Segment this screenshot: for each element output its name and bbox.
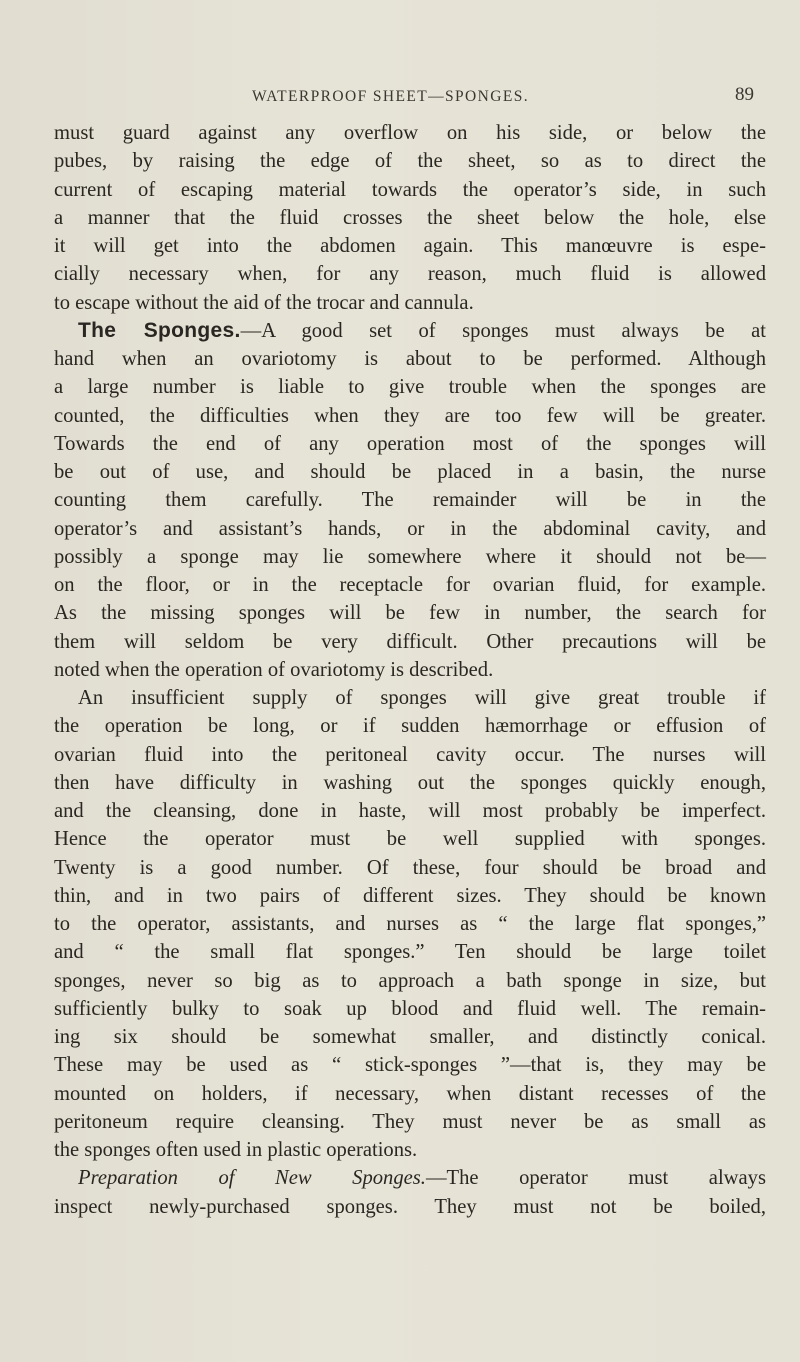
text-line: ovarian fluid into the peritoneal cavity occur. The nurses will (54, 743, 766, 766)
heading-line (54, 317, 766, 345)
text-line: sponges, never so big as to approach a bath sponge in size, but (54, 969, 766, 992)
text-line: a manner that the fluid crosses the sheet below the hole, else (54, 206, 766, 229)
text-line: then have difficulty in washing out the sponges quickly enough, (54, 771, 766, 794)
text-line: them will seldom be very difficult. Other precautions will be (54, 630, 766, 653)
text-line: to the operator, assistants, and nurses as “ the large flat sponges,” (54, 913, 766, 935)
text-line: peritoneum require cleansing. They must never be as small as (54, 1110, 766, 1133)
heading-line-rest: —The operator must always (425, 1167, 766, 1190)
text-line: mounted on holders, if necessary, when distant recesses of the (54, 1082, 766, 1105)
text-line: thin, and in two pairs of different sizes. They should be known (54, 884, 766, 907)
text-line: counting them carefully. The remainder will be in the (54, 489, 766, 512)
text-line: Twenty is a good number. Of these, four should be broad and (54, 856, 766, 879)
text-line: inspect newly-purchased sponges. They must not be boiled, (54, 1195, 766, 1218)
text-line: it will get into the abdomen again. This manœuvre is espe- (54, 235, 766, 257)
text-line: a large number is liable to give trouble when the sponges are (54, 376, 766, 399)
section-heading-preparation: Preparation of New Sponges. (78, 1167, 426, 1190)
text-line: Towards the end of any operation most of the sponges will (54, 432, 766, 455)
text-line: possibly a sponge may lie somewhere where it should not be— (54, 545, 766, 568)
page-number: 89 (735, 84, 754, 105)
text-line: cially necessary when, for any reason, much fluid is allowed (54, 263, 766, 286)
section-heading-sponges: The Sponges. (78, 318, 241, 342)
text-line: An insufficient supply of sponges will give great trouble if (78, 687, 766, 709)
text-line: the operation be long, or if sudden hæmorrhage or effusion of (54, 715, 766, 738)
text-line: current of escaping material towards the operator’s side, in such (54, 178, 766, 201)
text-line: and the cleansing, done in haste, will most probably be imperfect. (54, 800, 766, 822)
text-line: must guard against any overflow on his side, or below the (54, 122, 766, 144)
text-line: to escape without the aid of the trocar and cannula. (54, 291, 474, 314)
heading-line-rest: —A good set of sponges must always be at (240, 319, 766, 342)
text-line: pubes, by raising the edge of the sheet, so as to direct the (54, 150, 766, 173)
running-head: WATERPROOF SHEET—SPONGES. (252, 88, 530, 105)
text-line: As the missing sponges will be few in number, the search for (54, 602, 766, 625)
text-line: on the floor, or in the receptacle for ovarian fluid, for example. (54, 574, 766, 596)
text-line: These may be used as “ stick-sponges ”—that is, they may be (54, 1054, 766, 1077)
text-line: counted, the difficulties when they are too few will be greater. (54, 404, 766, 427)
text-line: hand when an ovariotomy is about to be performed. Although (54, 348, 766, 370)
text-line: be out of use, and should be placed in a basin, the nurse (54, 461, 766, 483)
text-line: sufficiently bulky to soak up blood and fluid well. The remain- (54, 997, 766, 1020)
heading-line (54, 1164, 766, 1192)
text-line: operator’s and assistant’s hands, or in the abdominal cavity, and (54, 517, 766, 540)
text-line: noted when the operation of ovariotomy is described. (54, 658, 494, 681)
body-text (54, 119, 766, 1221)
text-line: ing six should be somewhat smaller, and distinctly conical. (54, 1026, 766, 1048)
text-line: and “ the small flat sponges.” Ten should be large toilet (54, 941, 766, 964)
text-line: the sponges often used in plastic operations. (54, 1139, 418, 1161)
text-line: Hence the operator must be well supplied with sponges. (54, 828, 766, 851)
